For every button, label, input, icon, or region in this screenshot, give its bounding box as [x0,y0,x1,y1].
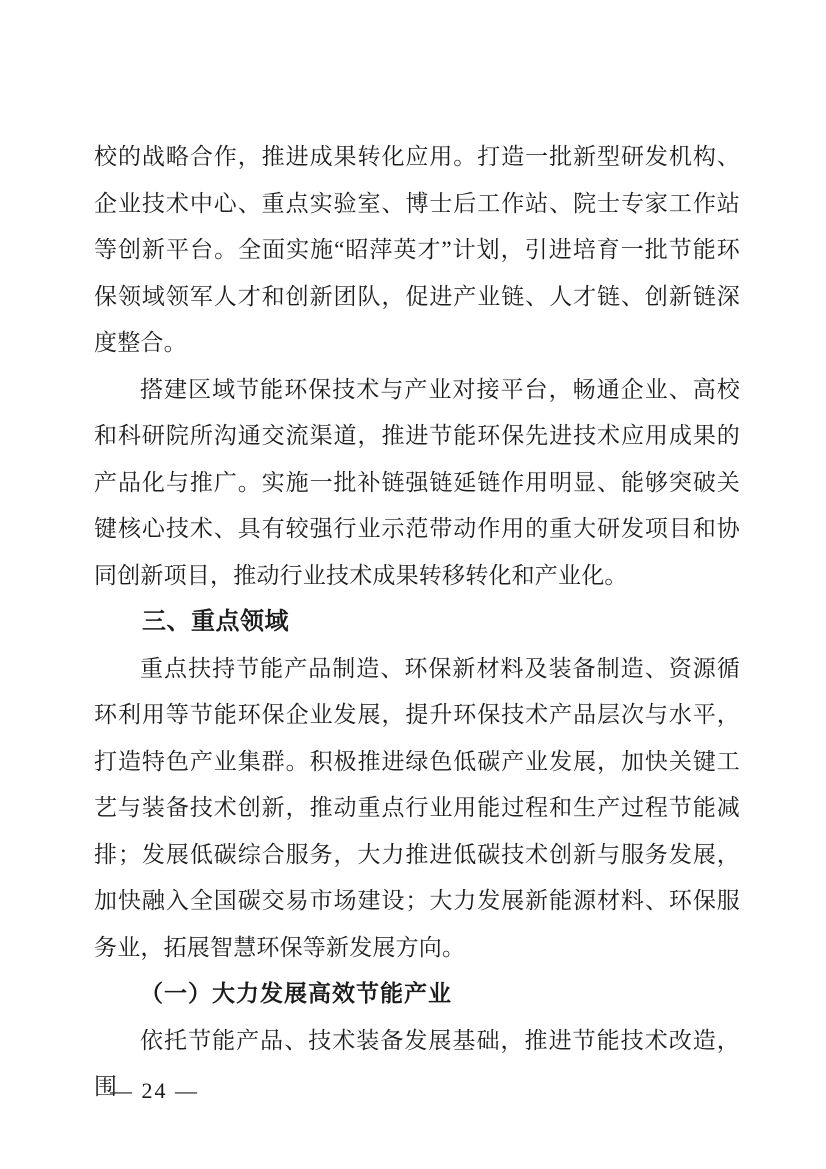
document-body [94,134,740,1111]
body-paragraph-cutoff: 依托节能产品、技术装备发展基础，推进节能技术改造，围 [94,1027,740,1099]
section-heading: 三、重点领域 [142,608,289,635]
subsection-heading: （一）大力发展高效节能产业 [140,981,452,1006]
body-paragraph: 搭建区域节能环保技术与产业对接平台，畅通企业、高校和科研院所沟通交流渠道，推进节能环保先进技术应用成果的产品化与推广。实施一批补链强链延链作用明显、能够突破关键核心技术、具有较强行业示范带动作用的重大研发项目和协同创新项目，推动行业技术成果转移转化和产业化。 [94,376,740,588]
body-paragraph-continued: 校的战略合作，推进成果转化应用。打造一批新型研发机构、企业技术中心、重点实验室、博士后工作站、院士专家工作站等创新平台。全面实施“昭萍英才”计划，引进培育一批节能环保领域领军人才和创新团队，促进产业链、人才链、创新链深度整合。 [94,144,740,355]
page-number: — 24 — [110,1078,199,1103]
body-paragraph: 重点扶持节能产品制造、环保新材料及装备制造、资源循环利用等节能环保企业发展，提升环保技术产品层次与水平，打造特色产业集群。积极推进绿色低碳产业发展，加快关键工艺与装备技术创新，推动重点行业用能过程和生产过程节能减排；发展低碳综合服务，大力推进低碳技术创新与服务发展，加快融入全国碳交易市场建设；大力发展新能源材料、环保服务业，拓展智慧环保等新发展方向。 [94,655,740,960]
